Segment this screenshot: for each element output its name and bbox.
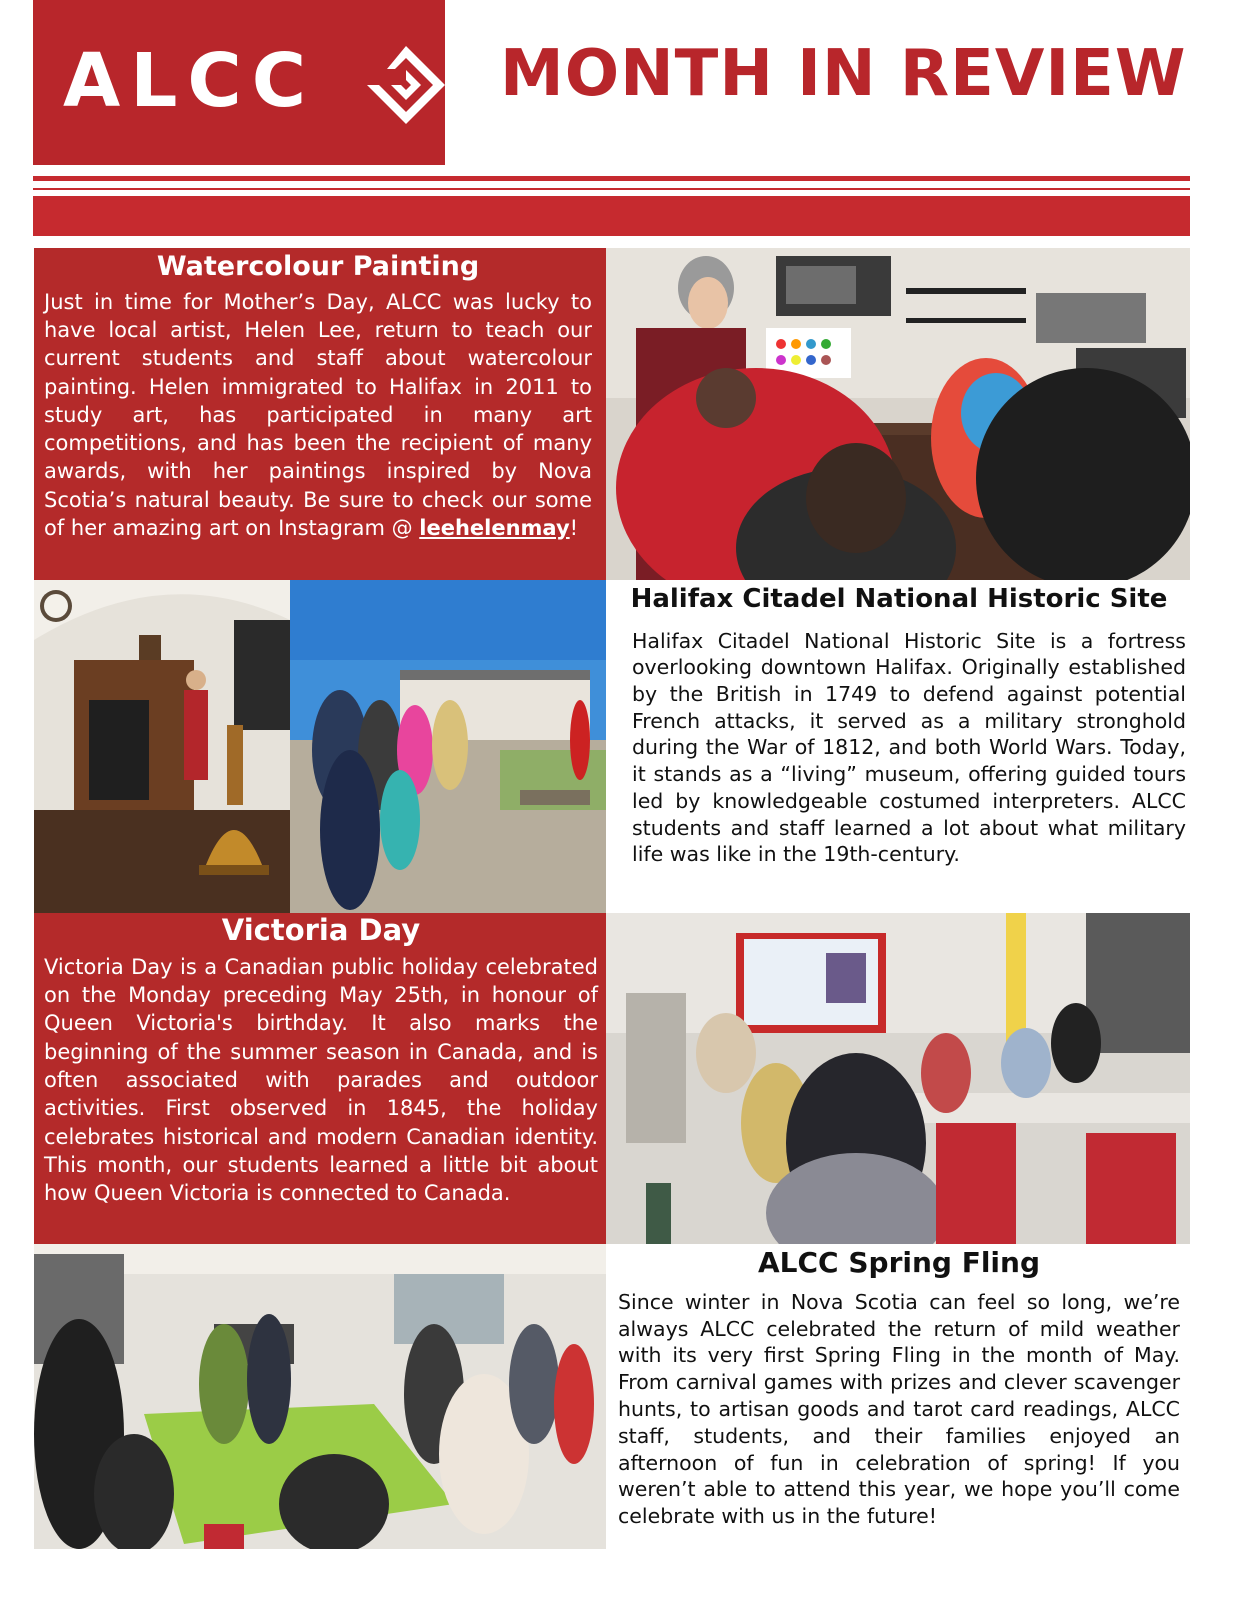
spring-panel [606, 1244, 1190, 1554]
citadel-body: Halifax Citadel National Historic Site is a fortress overlooking downtown Halifax. Originally established by the British in 1749 to defend against potential French attacks, it served as a military stronghold during the War of 1812, and both World Wars. Today, it stands as a “living” museum, offering guided tours led by knowledgeable costumed interpreters. ALCC students and staff learned a lot about what military life was like in the 19th-century. [632, 628, 1186, 867]
instagram-link[interactable]: leehelenmay [419, 516, 570, 541]
spring-photo [34, 1244, 606, 1549]
spring-heading: ALCC Spring Fling [758, 1246, 1040, 1279]
page-title: MONTH IN REVIEW [500, 37, 1187, 111]
logo-block [33, 0, 445, 165]
header-rule-thin [33, 188, 1190, 190]
header-banner [33, 196, 1190, 236]
watercolour-photo [606, 248, 1190, 580]
citadel-photo-outdoor [290, 580, 606, 913]
victoria-heading: Victoria Day [221, 913, 421, 947]
logo-text: ALCC [63, 38, 317, 124]
watercolour-body [44, 288, 592, 543]
citadel-panel [606, 580, 1190, 913]
spring-body: Since winter in Nova Scotia can feel so long, we’re always ALCC celebrated the return of mild weather with its very first Spring Fling in the month of May. From carnival games with prizes and clever scavenger hunts, to artisan goods and tarot card readings, ALCC staff, students, and their families enjoyed an afternoon of fun in celebration of spring! If you weren’t able to attend this year, we hope you’ll come celebrate with us in the future! [618, 1289, 1180, 1529]
header-rule-thick [33, 176, 1190, 181]
logo-chevron-icon [361, 40, 451, 130]
victoria-photo [606, 913, 1190, 1244]
victoria-body: Victoria Day is a Canadian public holiday celebrated on the Monday preceding May 25th, in honour of Queen Victoria's birthday. It also marks the beginning of the summer season in Canada, and is often associated with parades and outdoor activities. First observed in 1845, the holiday celebrates historical and modern Canadian identity. This month, our students learned a little bit about how Queen Victoria is connected to Canada. [44, 954, 598, 1206]
watercolour-text: Just in time for Mother’s Day, ALCC was lucky to have local artist, Helen Lee, return to teach our current students and staff about watercolour painting. Helen immigrated to Halifax in 2011 to study art, has participated in many art competitions, and has been the recipient of many awards, with her paintings inspired by Nova Scotia’s natural beauty. Be sure to check our some of her amazing art on Instagram @ [44, 289, 592, 541]
watercolour-suffix: ! [569, 516, 579, 541]
watercolour-heading: Watercolour Painting [156, 251, 480, 282]
victoria-panel [34, 913, 606, 1244]
citadel-photo-interior [34, 580, 290, 913]
watercolour-panel [34, 248, 606, 580]
citadel-heading: Halifax Citadel National Historic Site [630, 584, 1168, 614]
